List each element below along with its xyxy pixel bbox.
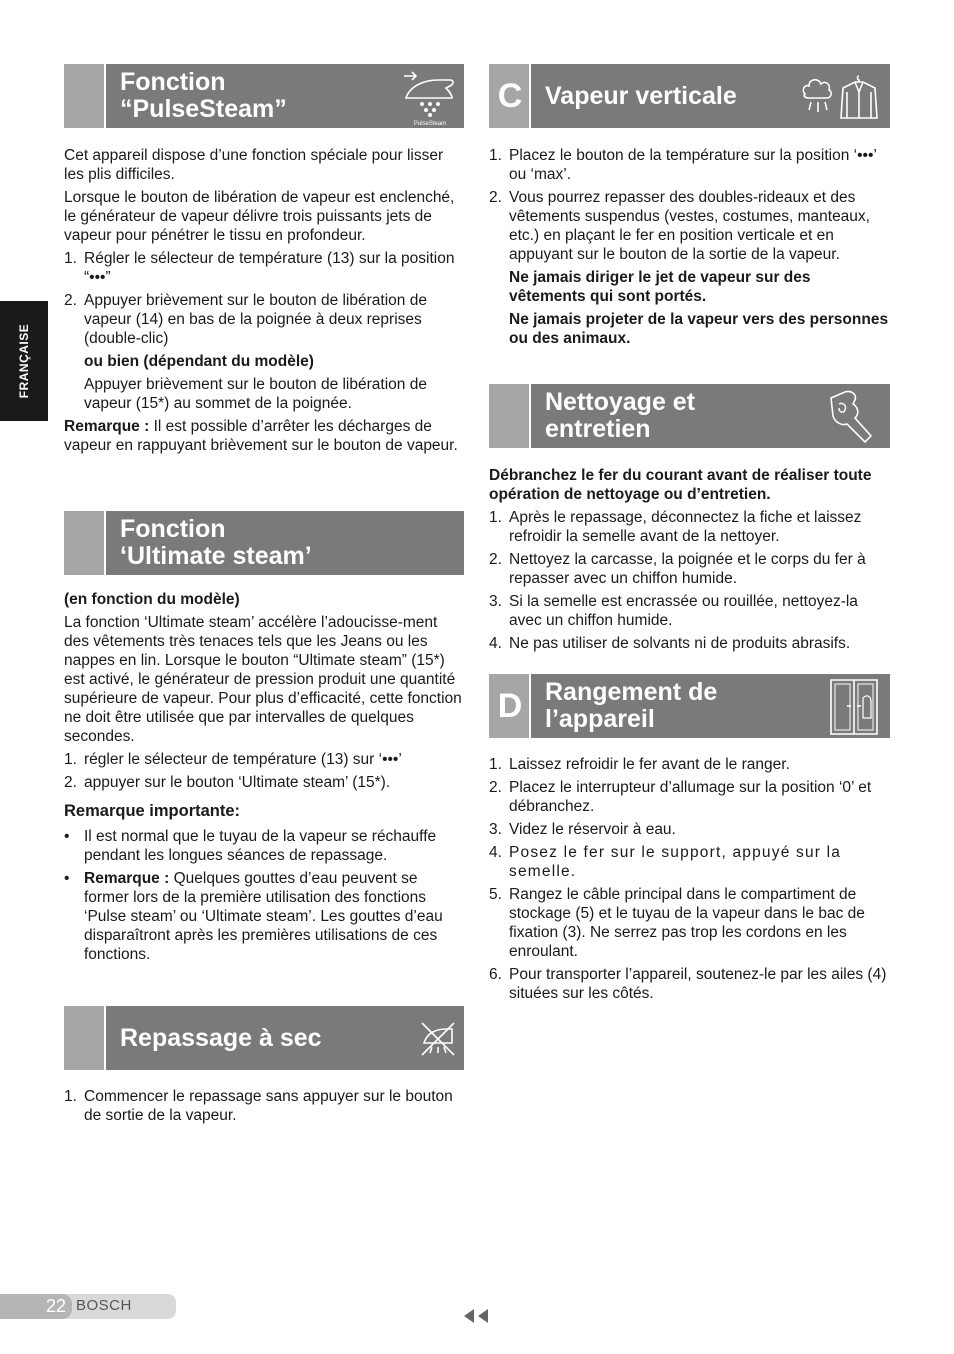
list-text: Commencer le repassage sans appuyer sur le bouton de sortie de la vapeur. [84,1088,453,1124]
list-item [64,773,464,792]
list-text: Posez le fer sur le support, appuyé sur la semelle. [509,844,842,880]
ultimate-body [64,590,464,968]
or-label: ou bien (dépendant du modèle) [84,353,314,370]
list-number: 3. [489,593,502,610]
storage-cabinet-icon [827,676,883,738]
steps-list [64,1087,464,1125]
list-number: 2. [489,551,502,568]
steps-list [489,508,890,653]
list-item [64,827,464,865]
remark-label: Remarque : [64,418,150,435]
previous-page-icon[interactable] [462,1308,490,1324]
list-number: 1. [489,756,502,773]
list-text: Pour transporter l’appareil, soutenez-le par les ailes (4) situées sur les côtés. [509,966,887,1002]
list-number: 1. [489,509,502,526]
list-item [64,1087,464,1125]
header-tab [64,64,106,128]
list-number: 1. [64,751,77,768]
dry-ironing-body [64,1087,464,1129]
paragraph: Lorsque le bouton de libération de vapeur est enclenché, le générateur de vapeur délivre trois puissants jets de vapeur pour pénétrer le tissu en profondeur. [64,189,455,244]
alt-step: Appuyer brièvement sur le bouton de libération de vapeur (15*) au sommet de la poignée. [84,376,427,412]
list-number: 2. [64,774,77,791]
brand-label: BOSCH [76,1297,132,1314]
steps-list [64,249,464,413]
list-number: 1. [64,1088,77,1105]
page-number: 22 [0,1294,72,1319]
list-item [489,634,890,653]
pulsesteam-icon [402,68,460,126]
cleaning-header [489,384,890,448]
unplug-warning: Débranchez le fer du courant avant de réaliser toute opération de nettoyage ou d’entretien. [489,467,872,503]
bullet: • [64,870,70,887]
list-text: Après le repassage, déconnectez la fiche et laissez refroidir la semelle avant de la nettoyer. [509,509,862,545]
remark-label: Remarque : [84,870,170,887]
remark [64,417,464,455]
dry-ironing-header [64,1006,464,1070]
header-tab [64,1006,106,1070]
header-tab [64,511,106,575]
vertical-steam-body [489,146,890,352]
list-item [489,965,890,1003]
list-item [489,592,890,630]
list-item [64,750,464,769]
model-note: (en fonction du modèle) [64,591,240,608]
steps-list [64,750,464,792]
list-number: 4. [489,844,502,861]
important-heading: Remarque importante: [64,802,241,820]
warning: Ne jamais projeter de la vapeur vers des personnes ou des animaux. [509,311,889,347]
list-text: Videz le réservoir à eau. [509,821,676,838]
list-text: Placez le bouton de la température sur la position ‘•••’ ou ‘max’. [509,147,877,183]
list-item [489,843,890,881]
language-tab [0,301,48,421]
list-text: Il est normal que le tuyau de la vapeur se réchauffe pendant les longues séances de repassage. [84,828,437,864]
list-item [489,188,890,348]
list-number: 2. [489,189,502,206]
list-number: 2. [64,292,77,309]
list-number: 6. [489,966,502,983]
list-item [489,146,890,184]
section-letter: C [497,77,523,115]
vertical-steam-title: Vapeur verticale [545,81,737,110]
pulsesteam-body [64,146,464,459]
list-text: Régler le sélecteur de température (13) sur la position “•••” [84,250,455,286]
list-text: appuyer sur le bouton ‘Ultimate steam’ (15*). [84,774,391,791]
list-number: 1. [64,250,77,267]
storage-body [489,755,890,1007]
list-item [489,550,890,588]
cleaning-body [489,466,890,657]
steps-list [489,146,890,348]
pulsesteam-header [64,64,464,128]
list-text: Ne pas utiliser de solvants ni de produits abrasifs. [509,635,851,652]
ultimate-title: Fonction ‘Ultimate steam’ [120,515,312,570]
header-tab [489,384,531,448]
warning: Ne jamais diriger le jet de vapeur sur des vêtements qui sont portés. [509,269,811,305]
list-text: Si la semelle est encrassée ou rouillée, nettoyez-la avec un chiffon humide. [509,593,858,629]
list-number: 1. [489,147,502,164]
list-number: 3. [489,821,502,838]
steps-list [489,755,890,1003]
list-item [489,508,890,546]
cleaning-hand-icon [825,390,881,444]
list-item [64,291,464,413]
list-text: Laissez refroidir le fer avant de le ranger. [509,756,790,773]
list-text: régler le sélecteur de température (13) sur ‘•••’ [84,751,402,768]
paragraph: La fonction ‘Ultimate steam’ accélère l’adoucisse-ment des vêtements très tenaces tels que les Jeans ou les nappes en lin. Lorsque le bouton “Ultimate steam” (15*) est activé, le générateur de pression produit une quantité supérieure de vapeur. Pour plus d’efficacité, cette fonction ne doit être utilisée que par intervalles de quelques secondes. [64,614,462,745]
list-text: Nettoyez la carcasse, la poignée et le corps du fer à repasser avec un chiffon humide. [509,551,866,587]
vertical-steam-header [489,64,890,128]
pulsesteam-icon-label: PulseSteam [413,121,447,126]
ultimate-header [64,511,464,575]
notes-list [64,827,464,964]
list-item [489,820,890,839]
list-item [64,249,464,287]
section-letter: D [497,687,523,725]
pulsesteam-title: Fonction “PulseSteam” [120,68,287,123]
bullet: • [64,828,70,845]
list-number: 4. [489,635,502,652]
storage-title: Rangement de l’appareil [545,678,718,733]
list-item [489,885,890,961]
list-text: Appuyer brièvement sur le bouton de libération de vapeur (14) en bas de la poignée à deux reprises (double-clic) [84,292,427,347]
list-item [489,755,890,774]
list-text: Placez le interrupteur d’allumage sur la position ‘0’ et débranchez. [509,779,872,815]
list-text: Rangez le câble principal dans le compartiment de stockage (5) et le tuyau de la vapeur dans le bac de fixation (3). Ne serrez pas trop les cordons en les enroulant. [509,886,865,960]
list-text: Vous pourrez repasser des doubles-rideaux et des vêtements suspendus (vestes, costumes, manteaux, etc.) en plaçant le fer en position verticale et en appuyant sur le bouton de la sortie de la vapeur. [509,189,870,263]
language-label: FRANÇAISE [17,323,31,399]
dry-ironing-title: Repassage à sec [120,1023,322,1052]
list-item [64,869,464,964]
remark-text: Il est possible d’arrêter les décharges de vapeur en rappuyant brièvement sur le bouton de vapeur. [64,418,458,454]
list-item [489,778,890,816]
list-number: 2. [489,779,502,796]
cleaning-title: Nettoyage et entretien [545,388,696,443]
list-text: Quelques gouttes d’eau peuvent se former lors de la première utilisation des fonctions ‘Pulse steam’ ou ‘Ultimate steam’. Les gouttes d’eau disparaîtront après les premières utilisations de ces fonctions. [84,870,443,963]
vertical-steam-icon [799,72,883,122]
storage-header [489,674,890,738]
no-steam-icon [420,1021,456,1057]
list-number: 5. [489,886,502,903]
paragraph: Cet appareil dispose d’une fonction spéciale pour lisser les plis difficiles. [64,147,444,183]
